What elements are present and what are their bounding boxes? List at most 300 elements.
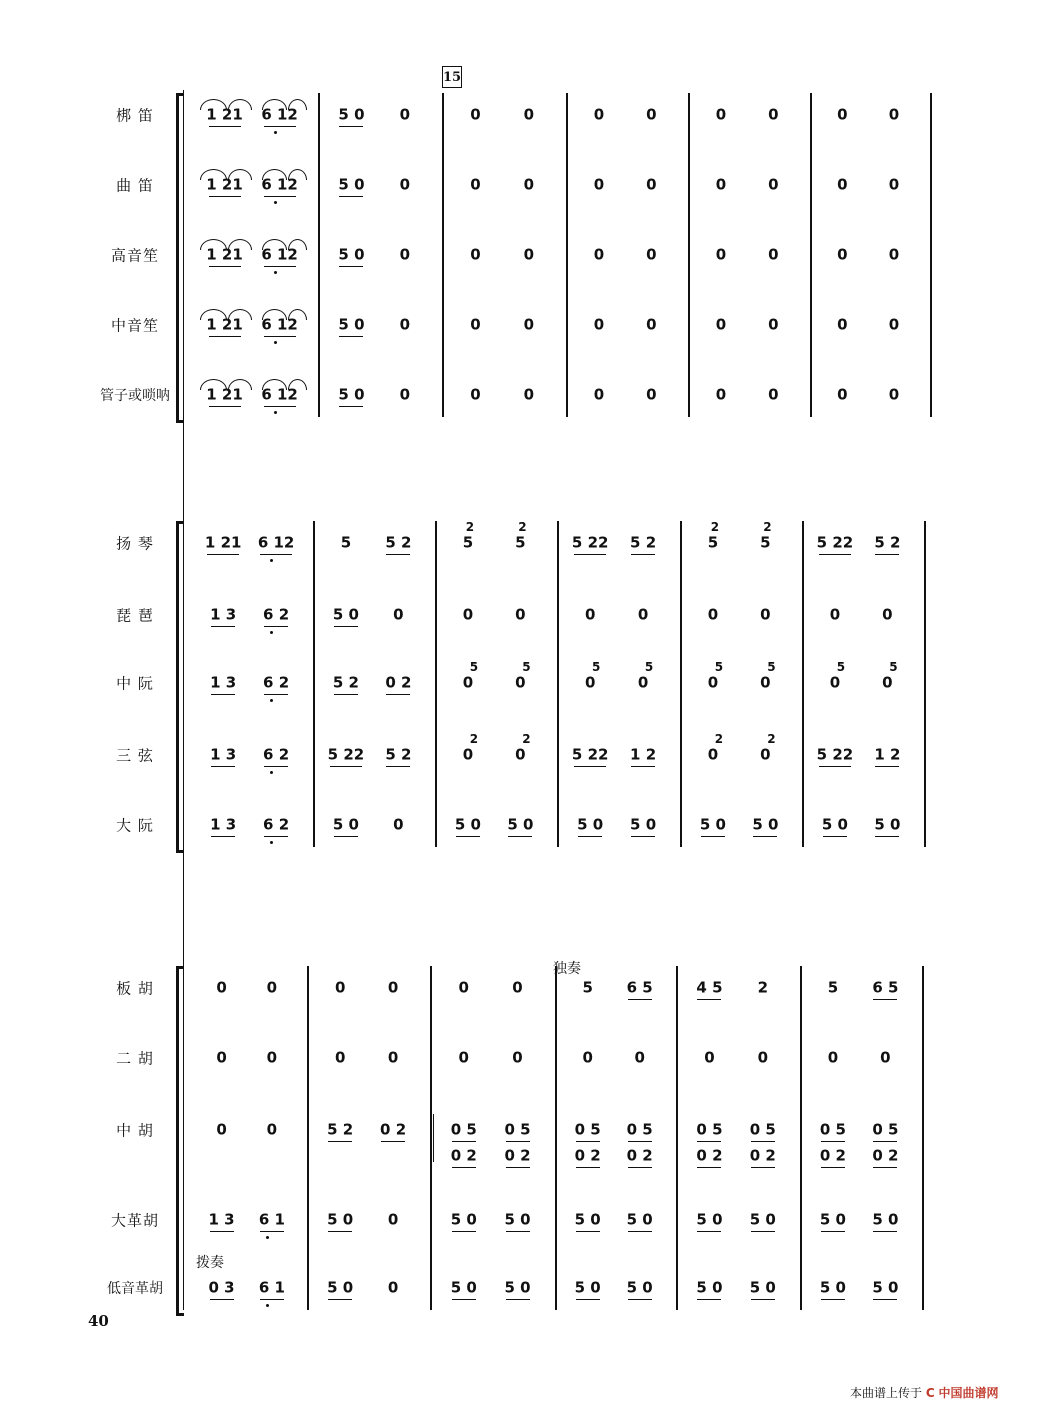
beam-underline (339, 406, 363, 407)
note-beat: 5 0 (338, 175, 365, 194)
chord-upper-note: 5 (522, 660, 531, 674)
note-beat: 6 12 (261, 245, 298, 264)
note-beat: 0 (523, 175, 535, 194)
instrument-label: 大革胡 (110, 1211, 159, 1230)
note-beat: 5 0 (872, 1278, 899, 1297)
note-beat: 0 (837, 105, 848, 124)
solo-annotation: 独奏 (553, 961, 581, 977)
chord-upper-note: 2 (710, 520, 720, 534)
beam-underline (264, 196, 296, 197)
note-beat: 5 0 (626, 1210, 653, 1229)
note-beat: 0 (888, 385, 900, 404)
instrument-label: 三 弦 (116, 746, 154, 765)
slur (262, 169, 287, 180)
beam-underline (209, 336, 241, 337)
beam-underline (328, 1141, 352, 1142)
note-beat: 6 5 (872, 978, 899, 997)
note-beat: 0 (837, 315, 848, 334)
note-beat: 0 (582, 1048, 593, 1067)
note-beat-divisi: 0 2 (749, 1146, 776, 1165)
note-beat: 6 2 (263, 673, 290, 692)
note-beat-divisi: 0 2 (450, 1146, 477, 1165)
note-beat-divisi: 0 2 (819, 1146, 846, 1165)
barline (800, 966, 802, 1310)
beam-underline (628, 1167, 652, 1168)
beam-underline (873, 999, 897, 1000)
note-beat: 0 (593, 245, 605, 264)
note-beat: 0 (266, 1048, 278, 1067)
beam-underline (211, 766, 235, 767)
note-beat: 1 2 (874, 745, 901, 764)
note-beat: 5 22 (571, 533, 609, 552)
note-beat: 0 (757, 1048, 769, 1067)
instrument-label: 曲 笛 (116, 176, 154, 195)
beam-underline (873, 1141, 897, 1142)
barline (307, 966, 309, 1310)
pizz-annotation: 拨奏 (196, 1255, 224, 1271)
note-beat: 5 0 (577, 815, 604, 834)
note-beat: 0 (462, 605, 474, 624)
note-beat: 0 (399, 245, 411, 264)
beam-underline (260, 554, 292, 555)
beam-underline (264, 406, 296, 407)
beam-underline (506, 1141, 530, 1142)
beam-underline (207, 554, 239, 555)
beam-underline (209, 266, 241, 267)
note-beat: 6 1 (258, 1210, 285, 1229)
beam-underline (751, 1299, 775, 1300)
barline (442, 93, 444, 417)
note-beat: 0 (470, 315, 481, 334)
instrument-label: 板 胡 (116, 979, 154, 998)
octave-dot-low (270, 771, 273, 774)
note-beat: 6 2 (263, 605, 290, 624)
note-beat: 0 5 (872, 1120, 899, 1139)
note-beat: 5 (462, 533, 474, 552)
note-beat: 0 (470, 385, 481, 404)
beam-underline (873, 1167, 897, 1168)
note-beat: 0 (523, 385, 535, 404)
barline (557, 521, 559, 847)
octave-dot-low (266, 1236, 269, 1239)
note-beat: 5 2 (332, 673, 359, 692)
beam-underline (875, 554, 899, 555)
note-beat: 5 0 (338, 105, 365, 124)
beam-underline (260, 1231, 284, 1232)
beam-underline (452, 1299, 476, 1300)
note-beat: 5 0 (696, 1210, 723, 1229)
chord-upper-note: 2 (469, 732, 479, 746)
note-beat: 0 (462, 673, 474, 692)
divisi-brace (433, 1114, 434, 1162)
slur (262, 309, 287, 320)
beam-underline (628, 1141, 652, 1142)
note-beat: 0 (593, 385, 605, 404)
note-beat: 5 0 (872, 1210, 899, 1229)
note-beat: 1 21 (206, 315, 243, 334)
note-beat: 0 (829, 673, 841, 692)
note-beat: 1 21 (206, 385, 243, 404)
note-beat: 0 (634, 1048, 645, 1067)
beam-underline (334, 694, 358, 695)
note-beat: 5 2 (874, 533, 901, 552)
barline (810, 93, 812, 417)
beam-underline (753, 836, 777, 837)
beam-underline (328, 1299, 352, 1300)
beam-underline (578, 836, 602, 837)
site-logo-icon: C (925, 1386, 935, 1400)
note-beat: 5 0 (507, 815, 534, 834)
beam-underline (751, 1231, 775, 1232)
note-beat: 0 (888, 315, 900, 334)
beam-underline (821, 1141, 845, 1142)
beam-underline (875, 836, 899, 837)
note-beat: 5 0 (332, 605, 359, 624)
note-beat: 0 (584, 605, 596, 624)
note-beat: 0 (715, 245, 727, 264)
note-beat: 5 2 (385, 533, 412, 552)
note-beat: 6 1 (258, 1278, 285, 1297)
note-beat: 0 (646, 175, 657, 194)
octave-dot-low (270, 699, 273, 702)
barline (555, 966, 557, 1310)
slur (228, 169, 252, 180)
beam-underline (819, 766, 851, 767)
note-beat: 0 (760, 673, 771, 692)
note-beat: 0 (458, 978, 469, 997)
beam-underline (330, 766, 362, 767)
slur (262, 239, 287, 250)
note-beat: 1 2 (630, 745, 657, 764)
barline (435, 521, 437, 847)
beam-underline (506, 1231, 530, 1232)
beam-underline (628, 1231, 652, 1232)
note-beat: 0 (760, 745, 771, 764)
beam-underline (209, 196, 241, 197)
note-beat: 0 3 (208, 1278, 235, 1297)
note-beat: 0 2 (380, 1120, 407, 1139)
note-beat: 5 0 (338, 385, 365, 404)
beam-underline (873, 1231, 897, 1232)
slur (200, 379, 227, 390)
note-beat: 0 (387, 978, 399, 997)
barline (566, 93, 568, 417)
beam-underline (260, 1299, 284, 1300)
note-beat: 0 (888, 105, 900, 124)
note-beat: 0 (707, 745, 719, 764)
note-beat: 5 (827, 978, 839, 997)
note-beat-divisi: 0 2 (574, 1146, 601, 1165)
note-beat: 6 12 (261, 175, 298, 194)
note-beat: 0 (707, 605, 719, 624)
instrument-label: 琵 琶 (116, 606, 154, 625)
beam-underline (264, 336, 296, 337)
note-beat: 5 0 (819, 1210, 846, 1229)
beam-underline (264, 626, 288, 627)
beam-underline (574, 766, 606, 767)
footer-site: 中国曲谱网 (938, 1386, 999, 1400)
note-beat: 0 (637, 673, 649, 692)
note-beat: 0 (837, 175, 848, 194)
chord-upper-note: 2 (767, 732, 776, 746)
beam-underline (386, 766, 410, 767)
note-beat: 0 (462, 745, 474, 764)
note-beat: 1 3 (210, 673, 237, 692)
beam-underline (386, 694, 410, 695)
beam-underline (452, 1141, 476, 1142)
note-beat: 0 (387, 1048, 399, 1067)
octave-dot-low (274, 201, 277, 204)
note-beat: 0 (882, 605, 893, 624)
note-beat: 0 5 (749, 1120, 776, 1139)
note-beat: 0 (882, 673, 893, 692)
octave-dot-low (274, 341, 277, 344)
note-beat: 0 (399, 315, 411, 334)
note-beat: 1 3 (210, 745, 237, 764)
note-beat: 2 (757, 978, 769, 997)
note-beat: 0 (704, 1048, 715, 1067)
note-beat: 0 (768, 105, 779, 124)
note-beat: 5 0 (749, 1210, 776, 1229)
note-beat: 5 0 (450, 1210, 477, 1229)
chord-upper-note: 5 (592, 660, 601, 674)
note-beat: 5 2 (630, 533, 657, 552)
octave-dot-low (266, 1304, 269, 1307)
slur (200, 309, 227, 320)
slur (200, 99, 227, 110)
slur (262, 379, 287, 390)
note-beat: 0 (646, 105, 657, 124)
note-beat: 0 2 (385, 673, 412, 692)
beam-underline (821, 1167, 845, 1168)
note-beat: 0 (387, 1210, 399, 1229)
note-beat: 0 (768, 175, 779, 194)
note-beat-divisi: 0 2 (696, 1146, 723, 1165)
note-beat: 5 0 (504, 1278, 531, 1297)
octave-dot-low (274, 271, 277, 274)
slur (228, 239, 252, 250)
note-beat: 0 (523, 245, 535, 264)
note-beat: 0 (399, 105, 411, 124)
note-beat: 0 (393, 605, 404, 624)
page-number: 40 (88, 1312, 109, 1330)
beam-underline (697, 1167, 721, 1168)
note-beat: 5 0 (454, 815, 481, 834)
beam-underline (631, 766, 655, 767)
beam-underline (456, 836, 480, 837)
beam-underline (701, 836, 725, 837)
barline (676, 966, 678, 1310)
note-beat: 5 0 (752, 815, 779, 834)
beam-underline (339, 336, 363, 337)
note-beat: 0 (593, 105, 605, 124)
beam-underline (875, 766, 899, 767)
chord-upper-note: 2 (714, 732, 724, 746)
beam-underline (264, 266, 296, 267)
beam-underline (508, 836, 532, 837)
note-beat: 0 (829, 605, 841, 624)
note-beat: 0 (768, 385, 779, 404)
note-beat: 5 0 (327, 1278, 354, 1297)
note-beat: 0 (827, 1048, 839, 1067)
note-beat: 0 (470, 105, 481, 124)
chord-upper-note: 5 (767, 660, 776, 674)
note-beat: 1 3 (208, 1210, 235, 1229)
rehearsal-mark: 15 (442, 66, 462, 88)
octave-dot-low (270, 631, 273, 634)
note-beat: 5 0 (699, 815, 726, 834)
note-beat-divisi: 0 2 (504, 1146, 531, 1165)
note-beat: 5 0 (504, 1210, 531, 1229)
system-line (183, 90, 184, 1310)
note-beat: 0 (399, 175, 411, 194)
beam-underline (209, 406, 241, 407)
barline (430, 966, 432, 1310)
beam-underline (339, 196, 363, 197)
beam-underline (339, 126, 363, 127)
slur (288, 309, 307, 320)
instrument-label: 中音笙 (110, 316, 159, 335)
note-beat: 5 22 (327, 745, 365, 764)
beam-underline (210, 1299, 234, 1300)
beam-underline (264, 694, 288, 695)
chord-upper-note: 5 (469, 660, 479, 674)
octave-dot-low (274, 131, 277, 134)
slur (288, 169, 307, 180)
note-beat: 1 21 (204, 533, 242, 552)
note-beat: 0 5 (819, 1120, 846, 1139)
chord-upper-note: 2 (763, 520, 772, 534)
note-beat: 0 (387, 1278, 399, 1297)
instrument-label: 二 胡 (116, 1049, 154, 1068)
instrument-label: 管子或唢呐 (100, 388, 170, 404)
slur (288, 379, 307, 390)
note-beat: 1 21 (206, 245, 243, 264)
slur (228, 309, 252, 320)
note-beat: 0 (837, 245, 848, 264)
note-beat: 0 (768, 245, 779, 264)
note-beat: 0 (216, 978, 227, 997)
beam-underline (873, 1299, 897, 1300)
note-beat: 0 (399, 385, 411, 404)
note-beat: 5 (760, 533, 771, 552)
note-beat: 5 0 (821, 815, 848, 834)
note-beat: 1 21 (206, 105, 243, 124)
note-beat: 0 5 (696, 1120, 723, 1139)
beam-underline (697, 1141, 721, 1142)
barline (688, 93, 690, 417)
beam-underline (211, 626, 235, 627)
note-beat: 6 5 (626, 978, 653, 997)
note-beat: 5 0 (338, 315, 365, 334)
beam-underline (211, 836, 235, 837)
slur (288, 239, 307, 250)
beam-underline (506, 1299, 530, 1300)
beam-underline (697, 999, 721, 1000)
octave-dot-low (270, 559, 273, 562)
note-beat: 5 0 (819, 1278, 846, 1297)
note-beat: 0 (768, 315, 779, 334)
note-beat: 4 5 (696, 978, 723, 997)
note-beat: 0 (393, 815, 404, 834)
chord-upper-note: 5 (889, 660, 898, 674)
note-beat: 0 (593, 175, 605, 194)
beam-underline (334, 626, 358, 627)
instrument-label: 大 阮 (116, 816, 154, 835)
slur (200, 169, 227, 180)
barline (318, 93, 320, 417)
beam-underline (381, 1141, 405, 1142)
note-beat: 0 5 (450, 1120, 477, 1139)
beam-underline (264, 836, 288, 837)
note-beat: 5 2 (327, 1120, 354, 1139)
slur (288, 99, 307, 110)
beam-underline (819, 554, 851, 555)
beam-underline (751, 1167, 775, 1168)
slur (262, 99, 287, 110)
note-beat: 5 22 (571, 745, 609, 764)
octave-dot-low (274, 411, 277, 414)
barline (680, 521, 682, 847)
barline (802, 521, 804, 847)
slur (228, 379, 252, 390)
note-beat: 0 (646, 315, 657, 334)
barline (922, 966, 924, 1310)
note-beat: 0 (515, 605, 526, 624)
beam-underline (210, 1231, 234, 1232)
note-beat: 0 (888, 175, 900, 194)
note-beat: 0 5 (574, 1120, 601, 1139)
note-beat: 0 (880, 1048, 891, 1067)
note-beat: 0 (646, 245, 657, 264)
note-beat: 0 (523, 315, 535, 334)
beam-underline (628, 999, 652, 1000)
barline (930, 93, 932, 417)
note-beat: 5 0 (696, 1278, 723, 1297)
beam-underline (386, 554, 410, 555)
beam-underline (574, 554, 606, 555)
note-beat: 0 (216, 1120, 227, 1139)
chord-upper-note: 2 (522, 732, 531, 746)
beam-underline (506, 1167, 530, 1168)
note-beat: 0 (760, 605, 771, 624)
note-beat: 5 0 (327, 1210, 354, 1229)
note-beat: 6 12 (257, 533, 295, 552)
note-beat: 0 (637, 605, 649, 624)
beam-underline (576, 1299, 600, 1300)
beam-underline (264, 126, 296, 127)
instrument-label: 中 胡 (116, 1121, 154, 1140)
chord-upper-note: 5 (836, 660, 846, 674)
beam-underline (821, 1231, 845, 1232)
note-beat: 0 5 (504, 1120, 531, 1139)
note-beat: 0 (715, 175, 727, 194)
note-beat: 5 (707, 533, 719, 552)
note-beat: 5 0 (338, 245, 365, 264)
beam-underline (328, 1231, 352, 1232)
note-beat: 0 (715, 315, 727, 334)
note-beat: 5 0 (574, 1210, 601, 1229)
note-beat: 0 (512, 1048, 523, 1067)
note-beat: 0 (584, 673, 596, 692)
note-beat: 1 3 (210, 815, 237, 834)
beam-underline (697, 1231, 721, 1232)
footer (850, 1384, 999, 1401)
note-beat: 6 12 (261, 105, 298, 124)
note-beat: 5 22 (816, 533, 854, 552)
note-beat: 5 0 (332, 815, 359, 834)
note-beat: 0 (266, 1120, 278, 1139)
